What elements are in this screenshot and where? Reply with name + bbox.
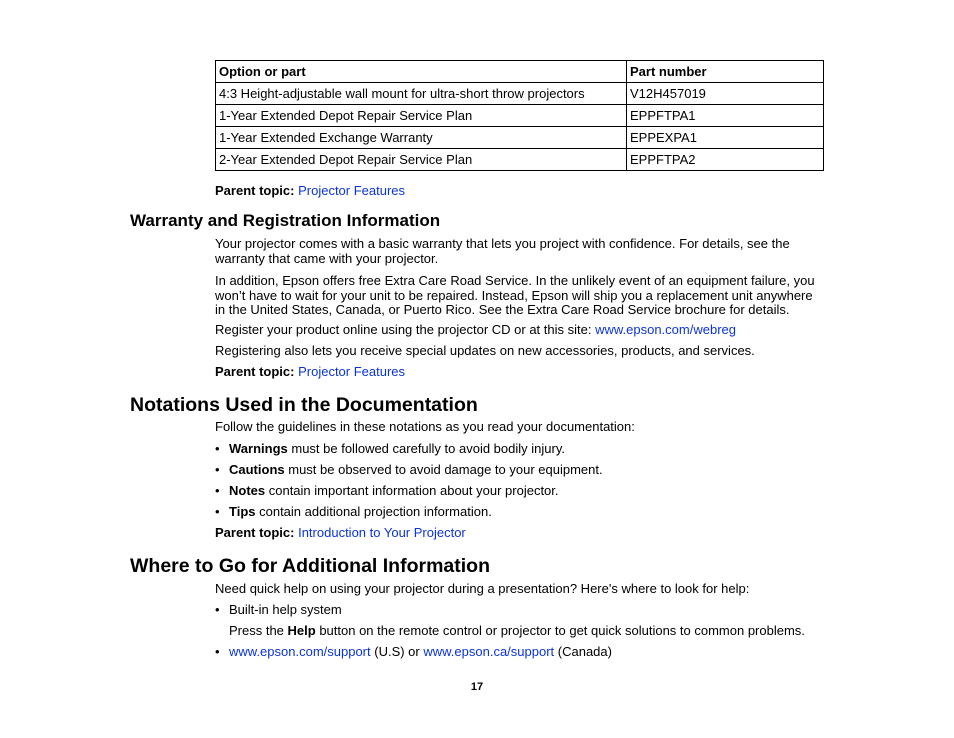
table-row bbox=[216, 127, 824, 149]
table-header-option: Option or part bbox=[216, 61, 627, 83]
list-item bbox=[215, 645, 815, 660]
table-cell-part-number: EPPFTPA1 bbox=[627, 105, 824, 127]
text-line: Your projector comes with a basic warranty that lets you project with confidence. For details, see the bbox=[215, 236, 790, 251]
list-item-text: Built-in help system bbox=[229, 602, 342, 617]
table-cell-part-number: V12H457019 bbox=[627, 83, 824, 105]
warranty-paragraph-2 bbox=[215, 274, 825, 318]
list-item bbox=[215, 463, 815, 478]
list-item-text: must be observed to avoid damage to your equipment. bbox=[284, 462, 603, 477]
table-row bbox=[216, 149, 824, 171]
text-line: in the United States, Canada, or Puerto Rico. See the Extra Care Road Service brochure for details. bbox=[215, 302, 790, 317]
text-line: In addition, Epson offers free Extra Care Road Service. In the unlikely event of an equipment failure, you bbox=[215, 273, 815, 288]
list-item bbox=[215, 505, 815, 520]
list-item-text: must be followed carefully to avoid bodily injury. bbox=[287, 441, 565, 456]
bullet-icon: • bbox=[215, 462, 220, 477]
notations-intro: Follow the guidelines in these notations as you read your documentation: bbox=[215, 419, 635, 434]
bullet-icon: • bbox=[215, 644, 220, 659]
table-cell-option: 4:3 Height-adjustable wall mount for ultra-short throw projectors bbox=[216, 83, 627, 105]
list-item-term: Warnings bbox=[229, 441, 288, 456]
list-item-term: Notes bbox=[229, 483, 266, 498]
webreg-link[interactable]: www.epson.com/webreg bbox=[595, 322, 736, 337]
list-item-text: contain additional projection information. bbox=[255, 504, 492, 519]
parent-topic-1 bbox=[215, 184, 825, 199]
parent-topic-label: Parent topic: bbox=[215, 364, 295, 379]
support-ca-link[interactable]: www.epson.ca/support bbox=[423, 644, 555, 659]
parent-topic-link[interactable]: Projector Features bbox=[298, 364, 406, 379]
help-text-post: button on the remote control or projector to get quick solutions to common problems. bbox=[315, 623, 805, 638]
ca-text: (Canada) bbox=[554, 644, 612, 659]
table-cell-option: 1-Year Extended Depot Repair Service Plan bbox=[216, 105, 627, 127]
list-item bbox=[215, 442, 815, 457]
list-item bbox=[215, 484, 815, 499]
bullet-icon: • bbox=[215, 483, 220, 498]
warranty-paragraph-3 bbox=[215, 323, 825, 338]
parent-topic-link[interactable]: Introduction to Your Projector bbox=[298, 525, 466, 540]
help-button-term: Help bbox=[287, 623, 316, 638]
help-text-pre: Press the bbox=[229, 623, 288, 638]
warranty-paragraph-1 bbox=[215, 237, 825, 266]
list-item-text: contain important information about your projector. bbox=[265, 483, 559, 498]
parent-topic-link[interactable]: Projector Features bbox=[298, 183, 406, 198]
list-item bbox=[215, 603, 815, 618]
table-row bbox=[216, 83, 824, 105]
parent-topic-label: Parent topic: bbox=[215, 183, 295, 198]
bullet-icon: • bbox=[215, 504, 220, 519]
text-line: won’t have to wait for your unit to be repaired. Instead, Epson will ship you a replacement unit anywhere bbox=[215, 287, 813, 303]
register-text: Register your product online using the projector CD or at this site: bbox=[215, 322, 596, 337]
warranty-heading: Warranty and Registration Information bbox=[130, 211, 441, 230]
table-cell-option: 1-Year Extended Exchange Warranty bbox=[216, 127, 627, 149]
parent-topic-3 bbox=[215, 526, 825, 541]
list-item-term: Cautions bbox=[229, 462, 285, 477]
us-text: (U.S) or bbox=[370, 644, 424, 659]
support-us-link[interactable]: www.epson.com/support bbox=[229, 644, 371, 659]
table-cell-part-number: EPPEXPA1 bbox=[627, 127, 824, 149]
bullet-icon: • bbox=[215, 441, 220, 456]
parent-topic-label: Parent topic: bbox=[215, 525, 295, 540]
additional-intro: Need quick help on using your projector during a presentation? Here's where to look for help: bbox=[215, 581, 750, 596]
help-instructions bbox=[229, 624, 805, 639]
table-header-row bbox=[216, 61, 824, 83]
additional-heading: Where to Go for Additional Information bbox=[130, 555, 490, 577]
table-row bbox=[216, 105, 824, 127]
page-number: 17 bbox=[470, 681, 484, 693]
notations-heading: Notations Used in the Documentation bbox=[130, 394, 478, 416]
list-item-term: Tips bbox=[229, 504, 256, 519]
table-header-part-number: Part number bbox=[627, 61, 824, 83]
parts-table bbox=[215, 60, 824, 171]
bullet-icon: • bbox=[215, 602, 220, 617]
text-line: warranty that came with your projector. bbox=[215, 250, 439, 266]
parent-topic-2 bbox=[215, 365, 825, 380]
table-cell-option: 2-Year Extended Depot Repair Service Plan bbox=[216, 149, 627, 171]
table-cell-part-number: EPPFTPA2 bbox=[627, 149, 824, 171]
warranty-paragraph-4: Registering also lets you receive special updates on new accessories, products, and services. bbox=[215, 343, 755, 358]
